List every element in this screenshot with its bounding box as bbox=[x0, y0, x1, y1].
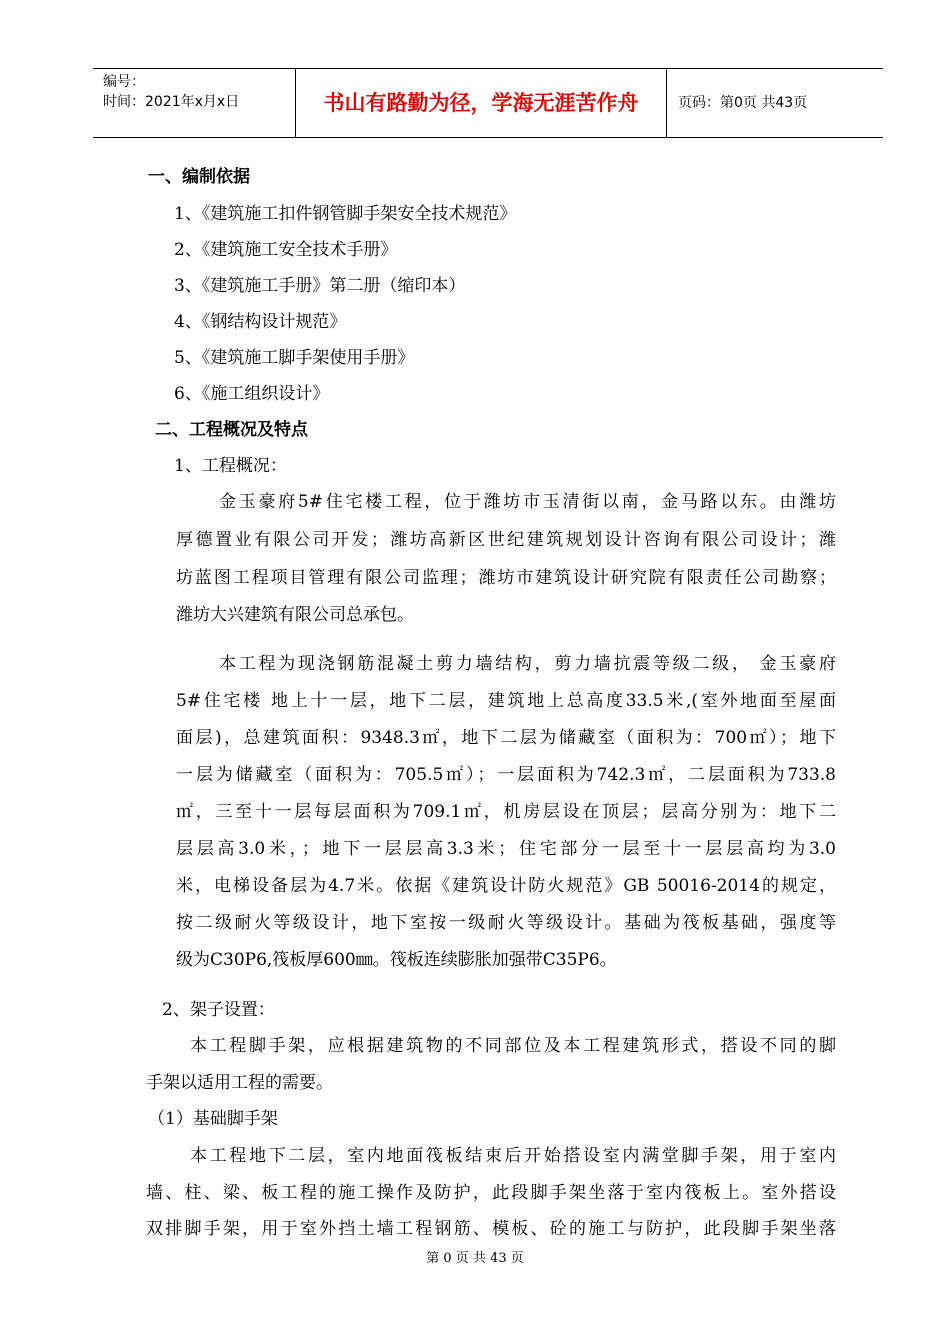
paragraph-line: 按二级耐火等级设计，地下室按一级耐火等级设计。基础为筏板基础，强度等 bbox=[176, 913, 836, 933]
section2-title: 二、工程概况及特点 bbox=[155, 420, 308, 440]
header-motto: 书山有路勤为径，学海无涯苦作舟 bbox=[296, 69, 667, 137]
paragraph-line: 面层)，总建筑面积：9348.3㎡，地下二层为储藏室（面积为：700㎡）；地下 bbox=[176, 728, 836, 748]
subsection-title: （1）基础脚手架 bbox=[148, 1109, 278, 1129]
page-header bbox=[93, 68, 883, 138]
reference-item: 1、《建筑施工扣件钢管脚手架安全技术规范》 bbox=[174, 204, 517, 224]
reference-item: 2、《建筑施工安全技术手册》 bbox=[174, 240, 398, 260]
header-page-info: 页码：第0页 共43页 bbox=[678, 95, 808, 111]
reference-item: 3、《建筑施工手册》第二册（缩印本） bbox=[174, 276, 466, 296]
paragraph-line: 5#住宅楼 地上十一层，地下二层，建筑地上总高度33.5米,(室外地面至屋面 bbox=[176, 691, 836, 711]
paragraph-line: 层层高3.0米，；地下一层层高3.3米；住宅部分一层至十一层层高均为3.0 bbox=[176, 839, 836, 859]
subsection-title: 1、工程概况： bbox=[174, 456, 287, 476]
paragraph-line: 双排脚手架，用于室外挡土墙工程钢筋、模板、砼的施工与防护，此段脚手架坐落 bbox=[146, 1219, 836, 1239]
doc-time-label: 时间：2021年x月x日 bbox=[103, 94, 240, 110]
section1-title: 一、编制依据 bbox=[148, 167, 250, 187]
page-footer: 第 0 页 共 43 页 bbox=[426, 1251, 524, 1266]
header-meta-cell bbox=[93, 69, 296, 137]
subsection-title: 2、架子设置： bbox=[162, 1000, 275, 1020]
reference-item: 4、《钢结构设计规范》 bbox=[174, 312, 347, 332]
paragraph-line: 金玉豪府5#住宅楼工程，位于潍坊市玉清街以南，金马路以东。由潍坊 bbox=[219, 492, 836, 512]
paragraph-line: 米，电梯设备层为4.7米。依据《建筑设计防火规范》GB 50016-2014的规定， bbox=[176, 876, 836, 896]
doc-number-label: 编号： bbox=[103, 74, 145, 90]
paragraph-line: 潍坊大兴建筑有限公司总承包。 bbox=[176, 605, 414, 625]
paragraph-line: 坊蓝图工程项目管理有限公司监理；潍坊市建筑设计研究院有限责任公司勘察； bbox=[176, 568, 836, 588]
paragraph-line: 本工程地下二层，室内地面筏板结束后开始搭设室内满堂脚手架，用于室内 bbox=[190, 1146, 836, 1166]
paragraph-line: 一层为储藏室（面积为：705.5㎡）；一层面积为742.3㎡，二层面积为733.8 bbox=[176, 765, 836, 785]
reference-item: 5、《建筑施工脚手架使用手册》 bbox=[174, 348, 415, 368]
paragraph-line: 厚德置业有限公司开发；潍坊高新区世纪建筑规划设计咨询有限公司设计；潍 bbox=[176, 530, 836, 550]
paragraph-line: 级为C30P6,筏板厚600㎜。筏板连续膨胀加强带C35P6。 bbox=[176, 950, 617, 970]
reference-item: 6、《施工组织设计》 bbox=[174, 384, 330, 404]
paragraph-line: 手架以适用工程的需要。 bbox=[146, 1073, 333, 1093]
paragraph-line: 本工程脚手架，应根据建筑物的不同部位及本工程建筑形式，搭设不同的脚 bbox=[190, 1036, 836, 1056]
paragraph-line: ㎡，三至十一层每层面积为709.1㎡，机房层设在顶层；层高分别为：地下二 bbox=[176, 802, 836, 822]
paragraph-line: 本工程为现浇钢筋混凝土剪力墙结构，剪力墙抗震等级二级， 金玉豪府 bbox=[219, 654, 836, 674]
paragraph-line: 墙、柱、梁、板工程的施工操作及防护，此段脚手架坐落于室内筏板上。室外搭设 bbox=[146, 1183, 836, 1203]
